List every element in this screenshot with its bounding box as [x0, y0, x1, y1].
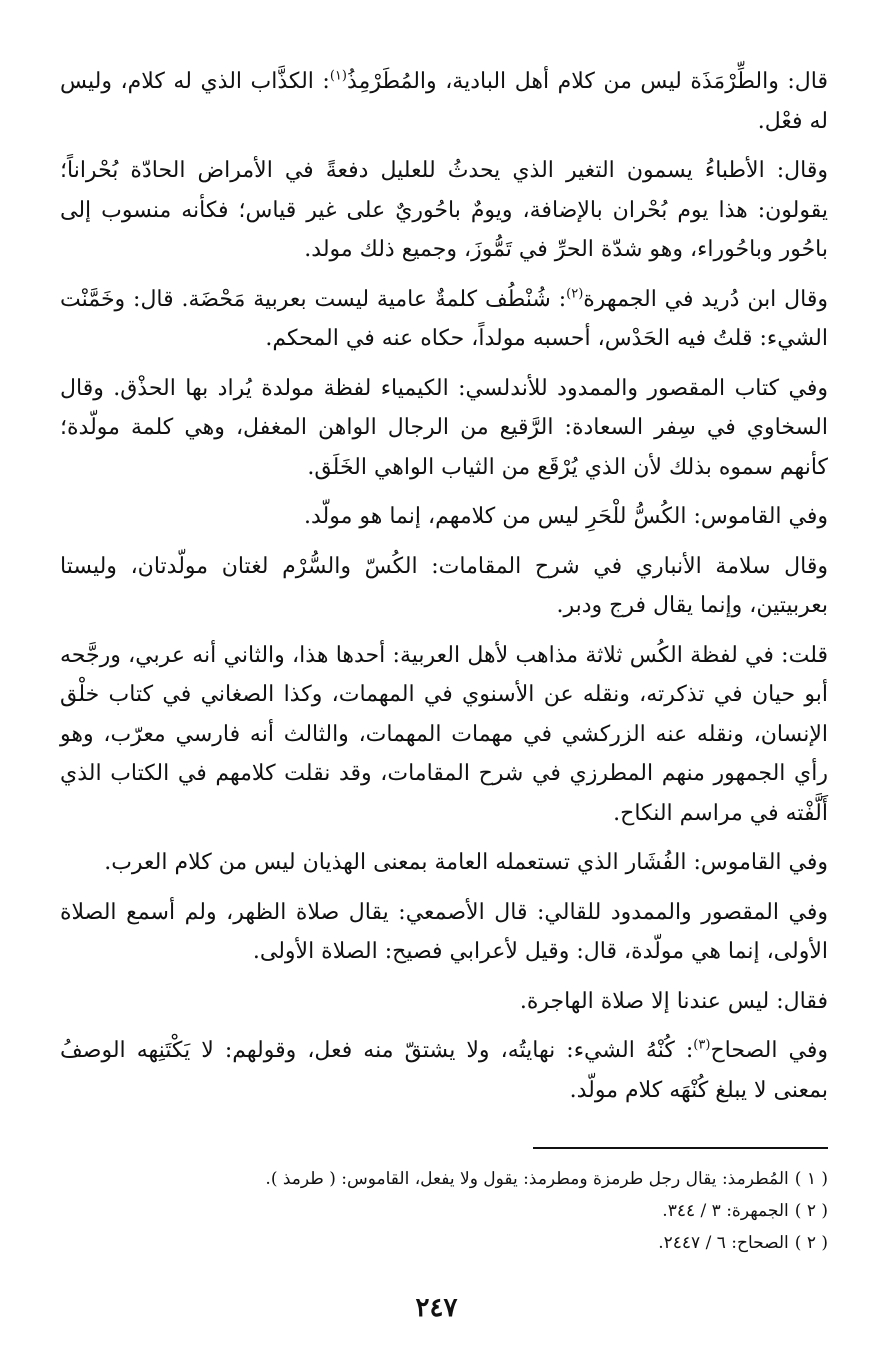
paragraph-8: وفي القاموس: الفُشَار الذي تستعمله العامة بمعنى الهذيان ليس من كلام العرب. [104, 850, 828, 875]
paragraph-10: فقال: ليس عندنا إلا صلاة الهاجرة. [519, 988, 828, 1014]
footnote-2 [60, 1195, 828, 1227]
footnote-1 [60, 1163, 828, 1195]
paragraph-7: قلت: في لفظة الكُس ثلاثة مذاهب لأهل العربية: أحدها هذا، والثاني أنه عربي، ورجَّحه أبو حيان في تذكرته، ونقله عن الأسنوي في المهمات، وكذا الصغاني في كتاب خلْق الإنسان، ونقله عنه الزركشي في مهمات المهمات، والثالث أنه فارسي معرّب، وهو رأي الجمهور منهم المطرزي في شرح المقامات، وقد نقلت كلامهم في الكتاب الذي أَلَّفْته في مراسم النكاح. [60, 642, 828, 826]
page-number: ٢٤٧ [415, 1293, 458, 1323]
paragraph-1: قال: والطِّرْمَذَة ليس من كلام أهل البادية، والمُطَرْمِذُ$^{(١)}$: الكذَّاب الذي له كلام، وليس له فعْل. [60, 68, 828, 134]
paragraph-6: وقال سلامة الأنباري في شرح المقامات: الكُسّ والسُّرْم لغتان مولّدتان، وليستا بعربيتين، وإنما يقال فرج ودبر. [60, 553, 828, 618]
footnote-text: المُطرمذ: يقال رجل طرمزة ومطرمذ: يقول ولا يفعل، القاموس: ( طرمذ ). [265, 1169, 789, 1189]
main-text [60, 62, 828, 1120]
footnote-number: ( ١ ) [794, 1169, 828, 1189]
footnote-number: ( ٢ ) [794, 1201, 828, 1221]
footnote-3 [60, 1227, 828, 1259]
paragraph-5: وفي القاموس: الكُسُّ للْحَرِ ليس من كلامهم، إنما هو مولّد. [303, 504, 828, 529]
footnotes [60, 1163, 828, 1259]
footnote-text: الصحاح: ٦ / ٢٤٤٧. [658, 1233, 789, 1253]
paragraph-2: وقال: الأطباءُ يسمون التغير الذي يحدثُ للعليل دفعةً في الأمراض الحادّة بُحْراناً؛ يقولون: هذا يوم بُحْران بالإضافة، ويومٌ باحُوريٌ على غير قياس؛ فكأنه منسوب إلى باحُور وباحُوراء، وهو شدّة الحرِّ في تَمُّوزَ، وجميع ذلك مولد. [60, 158, 828, 262]
paragraph-11: وفي الصحاح$^{(٣)}$: كُنْهُ الشيء: نهايتُه، ولا يشتقّ منه فعل، وقولهم: لا يَكْتَنِهه الوصفُ بمعنى لا يبلغ كُنْهَه كلام مولّد. [60, 1037, 828, 1103]
footnote-ref-3[interactable]: (٣) [693, 1037, 711, 1053]
paragraph-4: وفي كتاب المقصور والممدود للأندلسي: الكيمياء لفظة مولدة يُراد بها الحذْق. وقال السخاوي في سِفر السعادة: الرَّقيع من الرجال الواهن المغفل، وهي كلمة مولّدة؛ كأنهم سموه بذلك لأن الذي يُرْقَع من الثياب الواهي الخَلَق. [60, 375, 828, 480]
footnote-number: ( ٢ ) [794, 1233, 828, 1253]
footnote-ref-1[interactable]: (١) [329, 68, 347, 84]
paragraph-3: وقال ابن دُريد في الجمهرة$^{(٢)}$: شُنْطُف كلمةٌ عامية ليست بعربية مَحْضَة. قال: وخَمَّنْت الشيء: قلتُ فيه الحَدْس، أحسبه مولداً، حكاه عنه في المحكم. [60, 286, 828, 351]
footnote-divider [533, 1147, 828, 1149]
paragraph-9: وفي المقصور والممدود للقالي: قال الأصمعي: يقال صلاة الظهر، ولم أسمع الصلاة الأولى، إنما هي مولّدة، قال: وقيل لأعرابي فصيح: الصلاة الأولى. [60, 899, 828, 964]
footnote-ref-2[interactable]: (٢) [566, 286, 584, 302]
footnote-text: الجمهرة: ٣ / ٣٤٤. [662, 1201, 789, 1221]
